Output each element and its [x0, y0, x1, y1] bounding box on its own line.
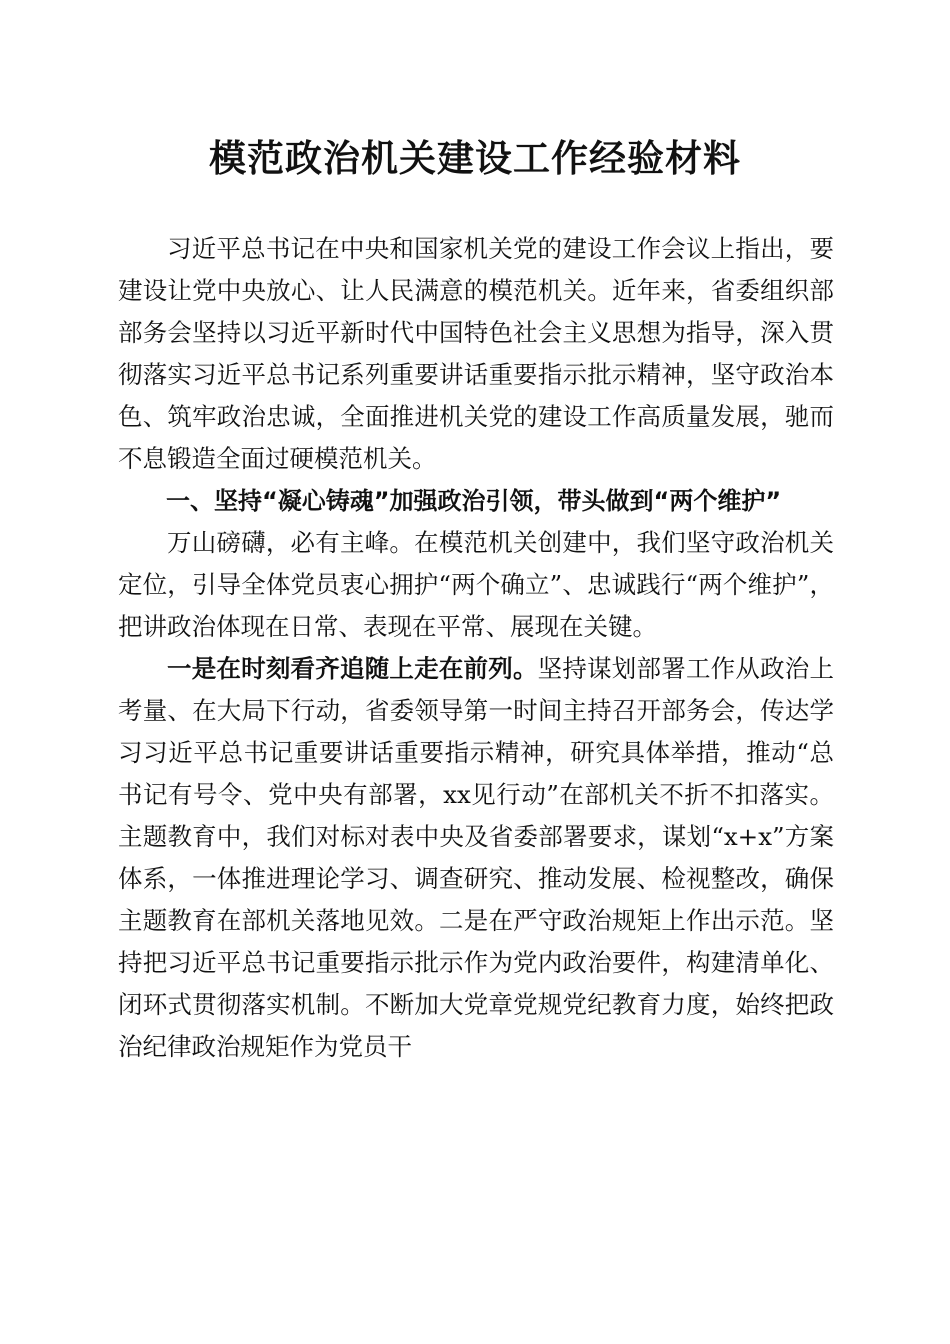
section-paragraph	[118, 648, 834, 1068]
section-paragraph: 万山磅礴，必有主峰。在模范机关创建中，我们坚守政治机关定位，引导全体党员衷心拥护“两个确立”、忠诚践行“两个维护”，把讲政治体现在日常、表现在平常、展现在关键。	[118, 528, 834, 641]
section-heading: 一、坚持“凝心铸魂”加强政治引领，带头做到“两个维护”	[166, 487, 782, 515]
paragraph-lead: 一是在时刻看齐追随上走在前列。	[167, 654, 538, 683]
intro-paragraph: 习近平总书记在中央和国家机关党的建设工作会议上指出，要建设让党中央放心、让人民满意的模范机关。近年来，省委组织部部务会坚持以习近平新时代中国特色社会主义思想为指导，深入贯彻落实习近平总书记系列重要讲话重要指示批示精神，坚守政治本色、筑牢政治忠诚，全面推进机关党的建设工作高质量发展，驰而不息锻造全面过硬模范机关。	[118, 234, 834, 473]
document-body	[118, 228, 834, 1068]
document-title: 模范政治机关建设工作经验材料	[209, 136, 741, 180]
paragraph-text: 坚持谋划部署工作从政治上考量、在大局下行动，省委领导第一时间主持召开部务会，传达学习习近平总书记重要讲话重要指示精神，研究具体举措，推动“总书记有号令、党中央有部署，xx见行动”在部机关不折不扣落实。主题教育中，我们对标对表中央及省委部署要求，谋划“x+x”方案体系，一体推进理论学习、调查研究、推动发展、检视整改，确保主题教育在部机关落地见效。二是在严守政治规矩上作出示范。坚持把习近平总书记重要指示批示作为党内政治要件，构建清单化、闭环式贯彻落实机制。不断加大党章党规党纪教育力度，始终把政治纪律政治规矩作为党员干	[118, 654, 834, 1061]
